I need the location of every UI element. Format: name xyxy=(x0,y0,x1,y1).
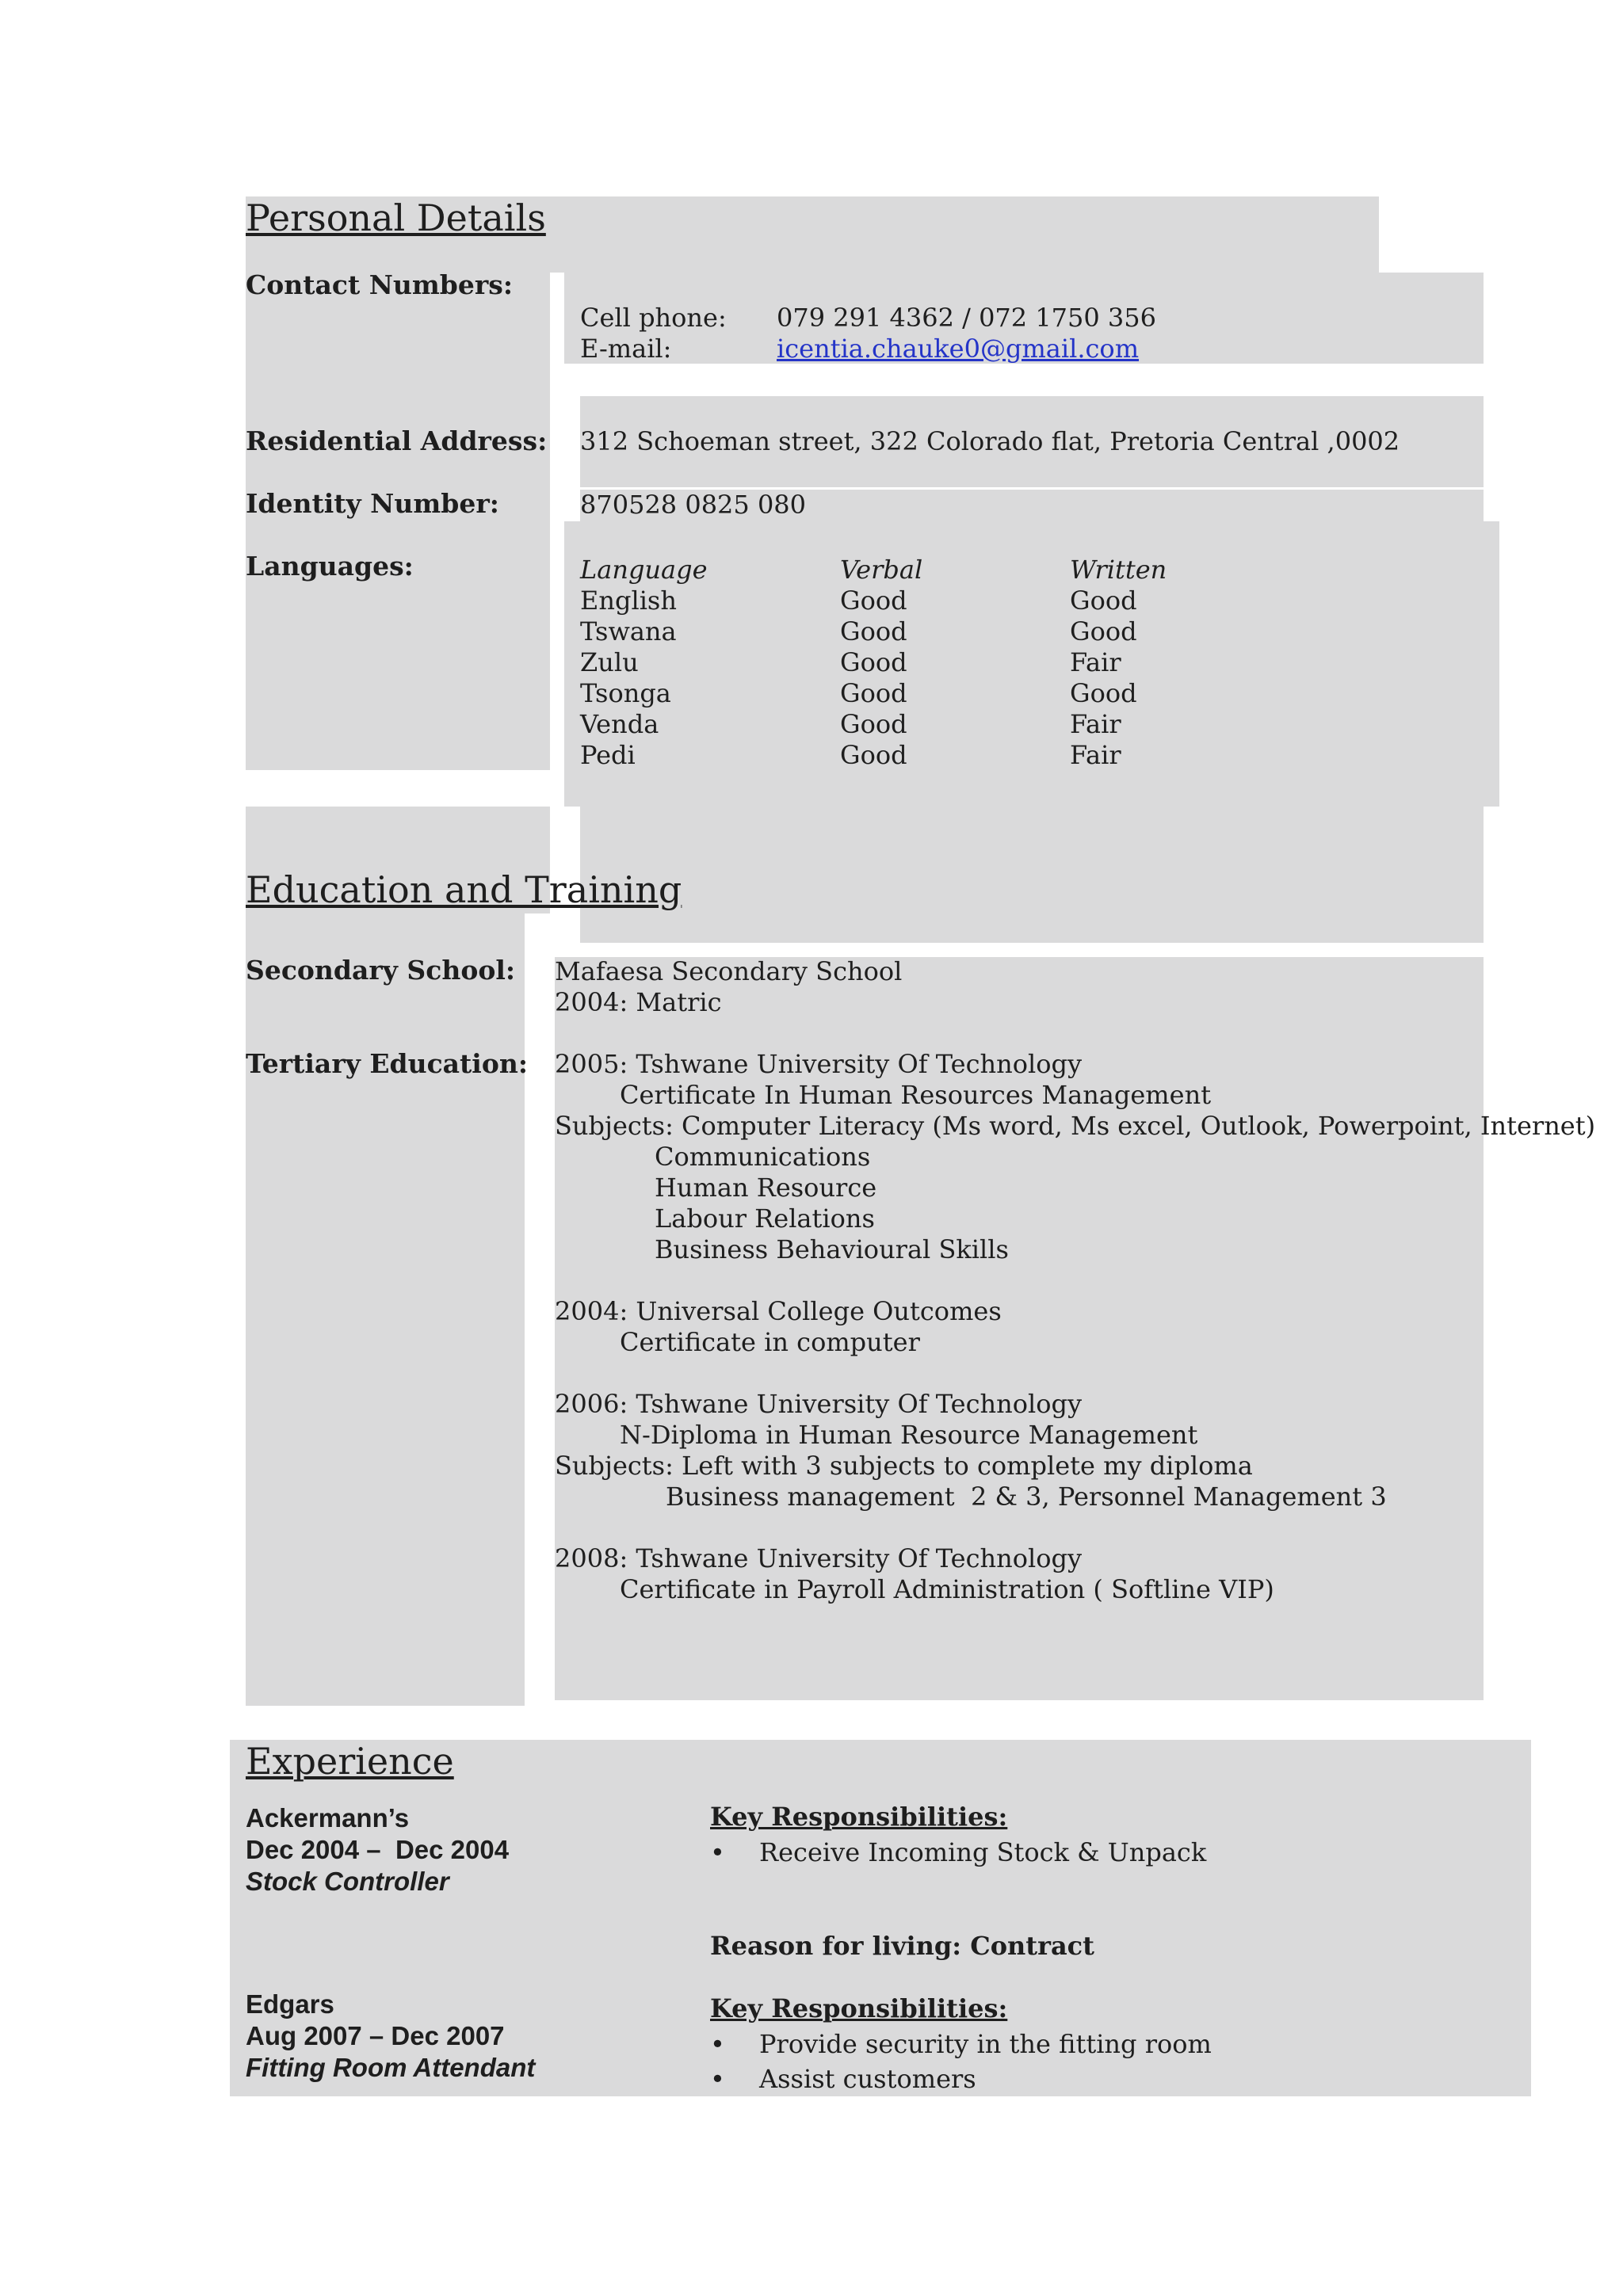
language-written: Good xyxy=(1070,616,1137,646)
languages-header-written: Written xyxy=(1070,555,1167,585)
languages-label: Languages: xyxy=(246,551,414,582)
language-name: English xyxy=(580,585,677,616)
tertiary-line: Communications xyxy=(655,1142,871,1172)
identity-number-value: 870528 0825 080 xyxy=(580,490,807,520)
language-verbal: Good xyxy=(840,709,907,739)
tertiary-line: Business management 2 & 3, Personnel Management 3 xyxy=(666,1482,1387,1512)
tertiary-line: 2004: Universal College Outcomes xyxy=(555,1296,1002,1326)
education-heading-block xyxy=(580,807,1484,943)
responsibility-item xyxy=(710,2061,1423,2096)
tertiary-line: Subjects: Computer Literacy (Ms word, Ms excel, Outlook, Powerpoint, Internet) xyxy=(555,1111,1596,1141)
secondary-school-line: Mafaesa Secondary School xyxy=(555,956,903,986)
responsibility-text: Assist customers xyxy=(759,2064,976,2094)
reason-for-leaving: Reason for living: Contract xyxy=(710,1931,1094,1961)
residential-address-value: 312 Schoeman street, 322 Colorado flat, Pretoria Central ,0002 xyxy=(580,426,1400,456)
language-name: Zulu xyxy=(580,647,639,677)
tertiary-line: Subjects: Left with 3 subjects to complete my diploma xyxy=(555,1451,1253,1481)
language-verbal: Good xyxy=(840,585,907,616)
language-name: Pedi xyxy=(580,740,636,770)
contact-numbers-label: Contact Numbers: xyxy=(246,269,514,300)
language-name: Tswana xyxy=(580,616,677,646)
tertiary-line: Human Resource xyxy=(655,1173,877,1203)
education-label-column xyxy=(246,913,525,1706)
tertiary-line: Certificate In Human Resources Management xyxy=(620,1080,1212,1110)
experience-heading: Experience xyxy=(246,1740,454,1783)
responsibility-text: Provide security in the fitting room xyxy=(759,2029,1212,2059)
language-verbal: Good xyxy=(840,647,907,677)
identity-number-label: Identity Number: xyxy=(246,488,499,519)
tertiary-line: Certificate in Payroll Administration ( Softline VIP) xyxy=(620,1574,1274,1604)
tertiary-line: N-Diploma in Human Resource Management xyxy=(620,1420,1198,1450)
bullet-icon: • xyxy=(710,2029,725,2059)
language-name: Tsonga xyxy=(580,678,671,708)
secondary-school-line: 2004: Matric xyxy=(555,987,722,1017)
personal-details-heading: Personal Details xyxy=(246,196,546,239)
job-period: Dec 2004 – Dec 2004 xyxy=(246,1835,510,1864)
tertiary-line: 2005: Tshwane University Of Technology xyxy=(555,1049,1083,1079)
cell-phone-label: Cell phone: xyxy=(580,303,727,333)
cell-phone-value: 079 291 4362 / 072 1750 356 xyxy=(777,303,1156,333)
language-verbal: Good xyxy=(840,678,907,708)
tertiary-education-label: Tertiary Education: xyxy=(246,1048,529,1079)
responsibility-text: Receive Incoming Stock & Unpack xyxy=(759,1837,1207,1867)
job-period: Aug 2007 – Dec 2007 xyxy=(246,2021,505,2050)
bullet-icon: • xyxy=(710,2064,725,2094)
email-label: E-mail: xyxy=(580,334,672,364)
language-name: Venda xyxy=(580,709,659,739)
job-title: Fitting Room Attendant xyxy=(246,2053,536,2082)
language-verbal: Good xyxy=(840,616,907,646)
language-written: Fair xyxy=(1070,740,1121,770)
key-responsibilities-heading: Key Responsibilities: xyxy=(710,1993,1008,2023)
language-written: Good xyxy=(1070,585,1137,616)
language-verbal: Good xyxy=(840,740,907,770)
personal-label-column xyxy=(246,273,550,770)
key-responsibilities-heading: Key Responsibilities: xyxy=(710,1802,1008,1832)
email-link[interactable]: icentia.chauke0@gmail.com xyxy=(777,334,1140,364)
job-company: Edgars xyxy=(246,1989,334,2019)
education-heading: Education and Training xyxy=(246,868,682,911)
job-title: Stock Controller xyxy=(246,1867,449,1896)
language-written: Fair xyxy=(1070,709,1121,739)
responsibility-item xyxy=(710,1835,1423,1870)
tertiary-line: 2006: Tshwane University Of Technology xyxy=(555,1389,1083,1419)
tertiary-line: Business Behavioural Skills xyxy=(655,1234,1009,1264)
residential-address-label: Residential Address: xyxy=(246,425,548,456)
tertiary-line: Certificate in computer xyxy=(620,1327,920,1357)
tertiary-line: 2008: Tshwane University Of Technology xyxy=(555,1543,1083,1573)
languages-header-language: Language xyxy=(580,555,708,585)
language-written: Good xyxy=(1070,678,1137,708)
language-written: Fair xyxy=(1070,647,1121,677)
languages-header-verbal: Verbal xyxy=(840,555,923,585)
secondary-school-label: Secondary School: xyxy=(246,955,516,986)
job-company: Ackermann’s xyxy=(246,1803,410,1833)
responsibility-item xyxy=(710,2027,1423,2061)
tertiary-line: Labour Relations xyxy=(655,1203,875,1234)
bullet-icon: • xyxy=(710,1837,725,1867)
